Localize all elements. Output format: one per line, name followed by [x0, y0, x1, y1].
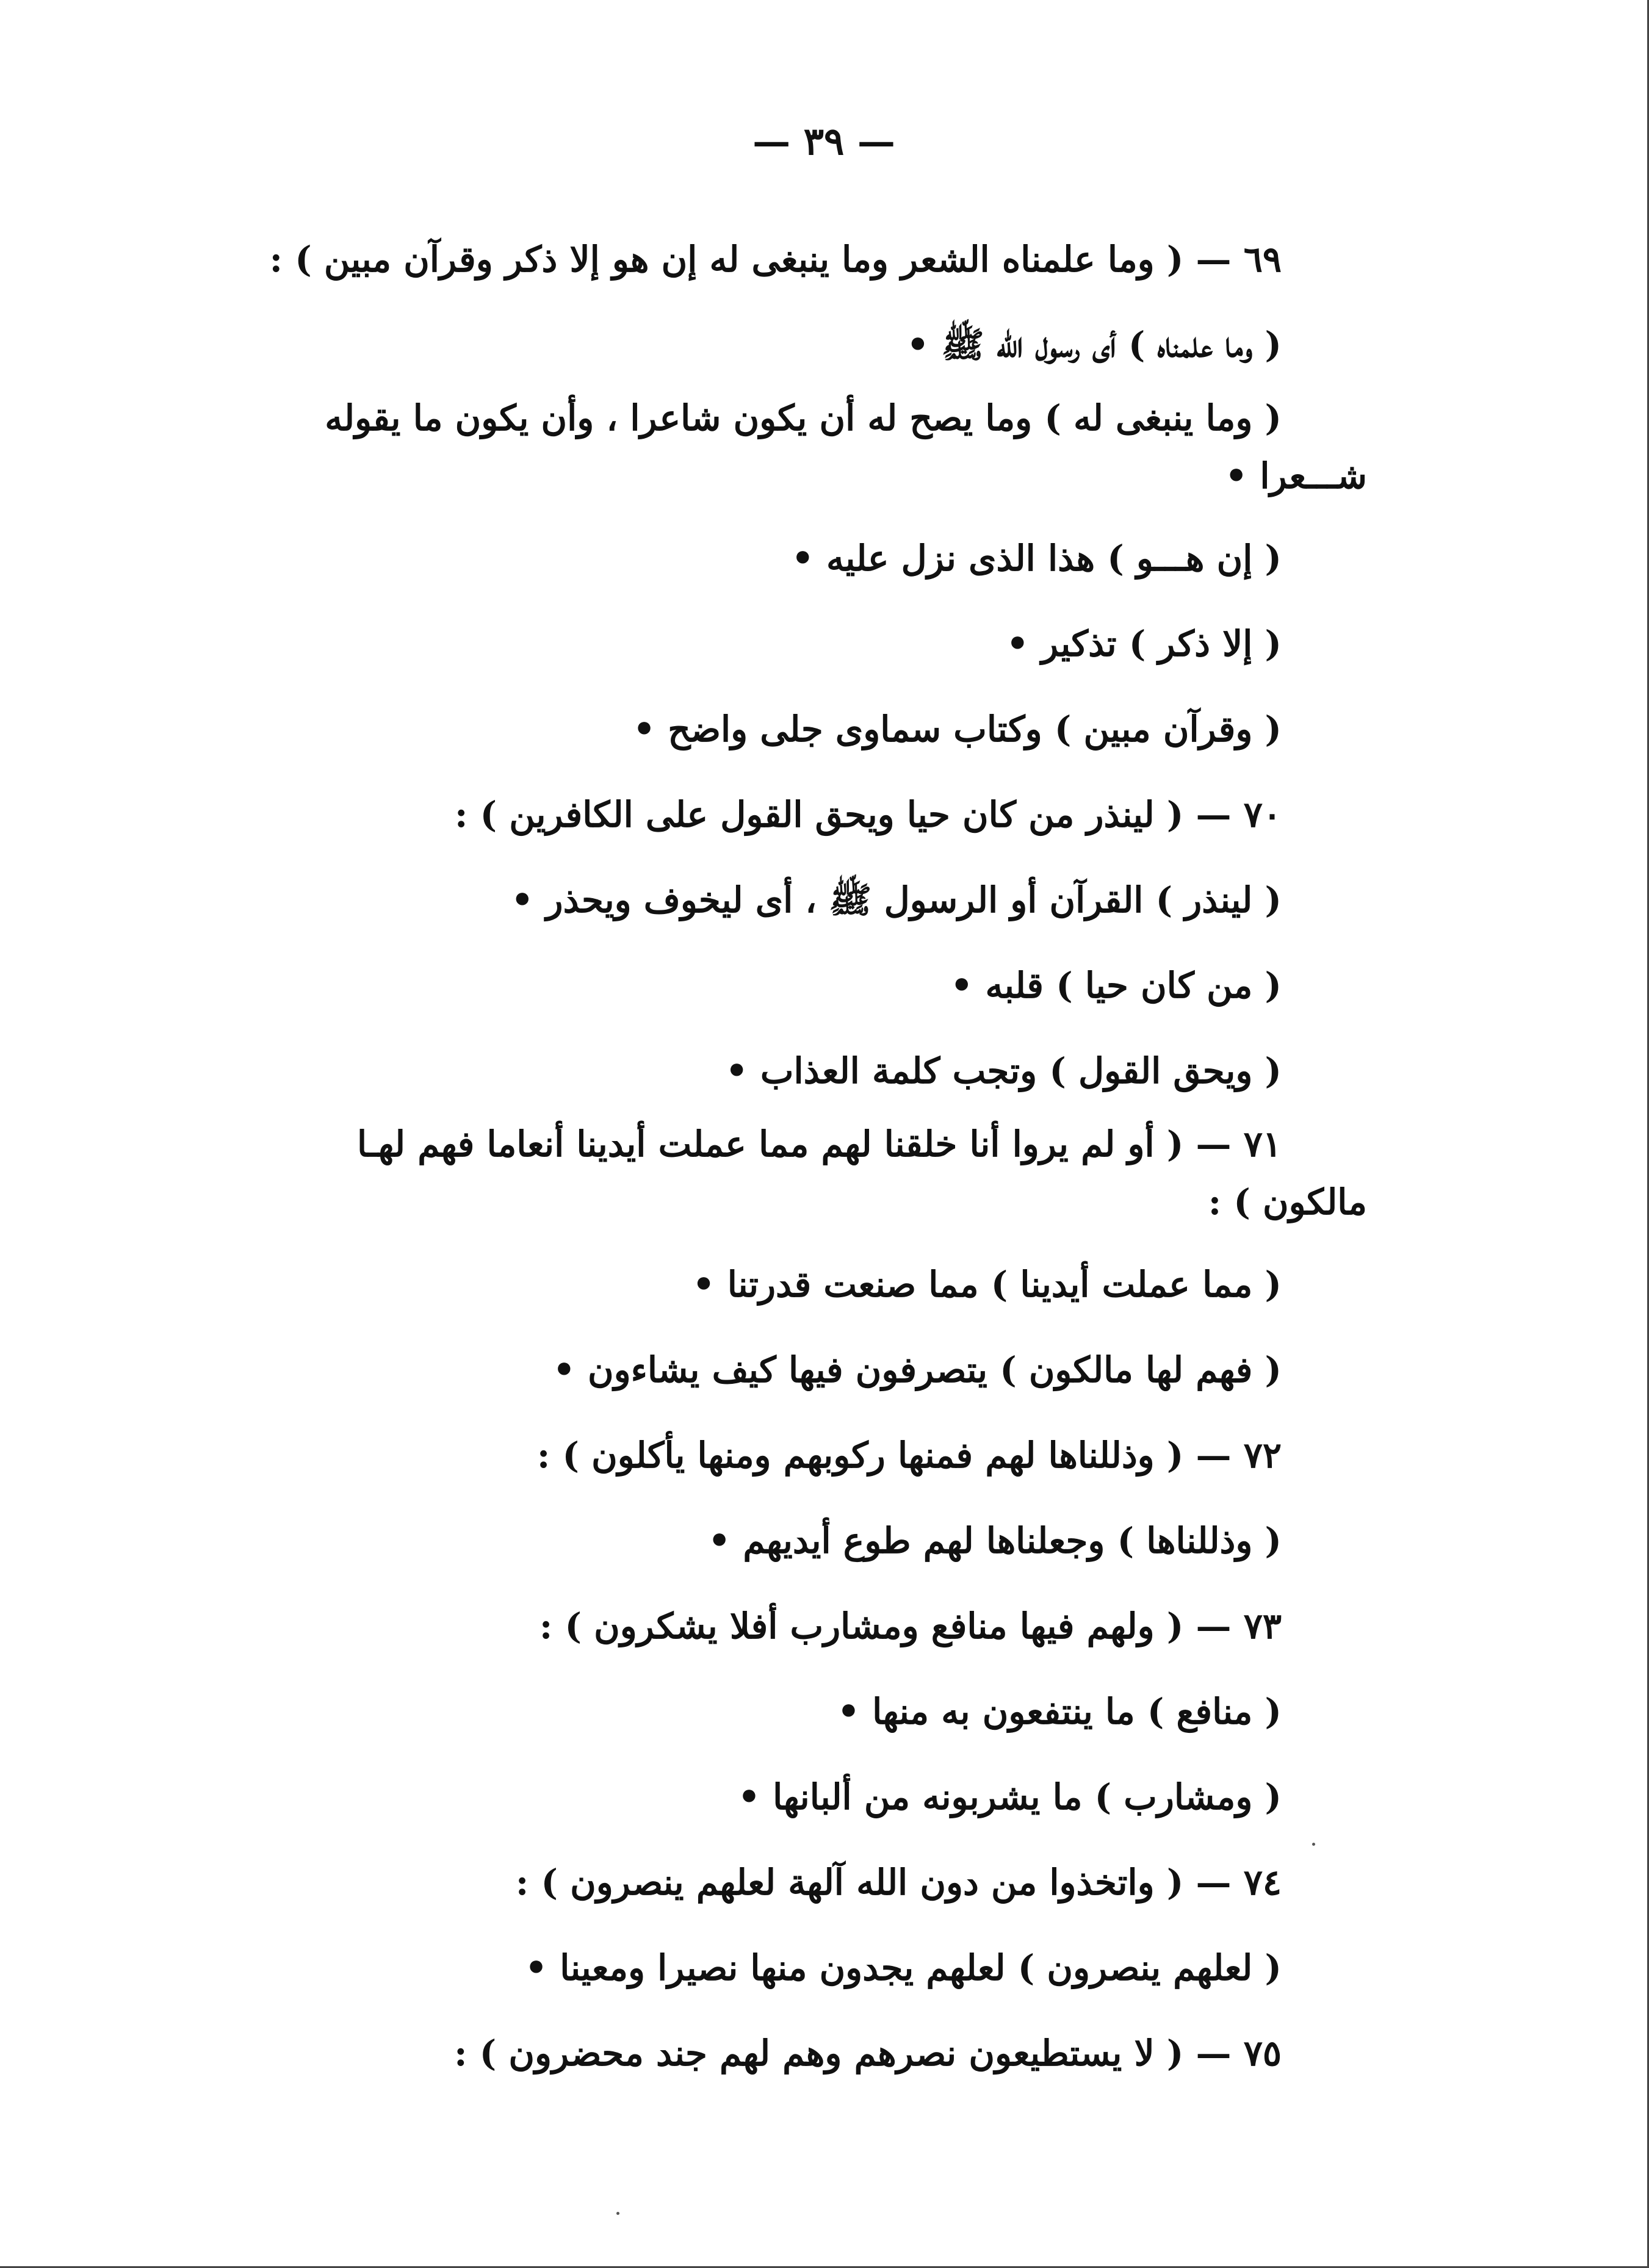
scan-speck	[616, 2212, 619, 2215]
page-number: — ٣٩ —	[752, 119, 895, 164]
gloss-line: ( ويحق القول ) وتجب كلمة العذاب •	[725, 1050, 1282, 1092]
gloss-continuation: شـــعرا •	[1225, 455, 1367, 497]
verse-73: ٧٣ — ( ولهم فيها منافع ومشارب أفلا يشكرون ) :	[539, 1605, 1282, 1647]
verse-70: ٧٠ — ( لينذر من كان حيا ويحق القول على الكافرين ) :	[454, 794, 1282, 835]
gloss-line: ( من كان حيا ) قلبه •	[950, 965, 1282, 1006]
gloss-line: ( إن هـــو ) هذا الذى نزل عليه •	[791, 538, 1282, 579]
verse-69: ٦٩ — ( وما علمناه الشعر وما ينبغى له إن هو إلا ذكر وقرآن مبين ) :	[269, 239, 1282, 280]
gloss-line: ( إلا ذكر ) تذكير •	[1006, 623, 1282, 664]
verse-75: ٧٥ — ( لا يستطيعون نصرهم وهم لهم جند محضرون ) :	[454, 2032, 1282, 2074]
gloss-line: ( ومشارب ) ما يشربونه من ألبانها •	[737, 1776, 1282, 1818]
verse-74: ٧٤ — ( واتخذوا من دون الله آلهة لعلهم ينصرون ) :	[515, 1862, 1282, 1903]
verse-71: ٧١ — ( أو لم يروا أنا خلقنا لهم مما عملت أيدينا أنعاما فهم لهـا	[357, 1123, 1282, 1165]
gloss-line: ( وذللناها ) وجعلناها لهم طوع أيديهم •	[708, 1520, 1282, 1561]
commentary-text	[269, 217, 1367, 2096]
gloss-line: ( فهم لها مالكون ) يتصرفون فيها كيف يشاءون •	[552, 1349, 1282, 1391]
gloss-line: ( وقرآن مبين ) وكتاب سماوى جلى واضح •	[633, 708, 1282, 750]
verse-continuation: مالكون ) :	[1208, 1181, 1367, 1223]
scan-speck	[1312, 1843, 1315, 1846]
gloss-line: ( وما ينبغى له ) وما يصح له أن يكون شاعرا ، وأن يكون ما يقوله	[325, 397, 1282, 439]
gloss-line: ( وما علمناه ) أى رسول الله ﷺ •	[906, 324, 1282, 365]
gloss-line: ( منافع ) ما ينتفعون به منها •	[837, 1691, 1282, 1732]
gloss-line: ( لعلهم ينصرون ) لعلهم يجدون منها نصيرا ومعينا •	[524, 1947, 1282, 1989]
verse-72: ٧٢ — ( وذللناها لهم فمنها ركوبهم ومنها يأكلون ) :	[536, 1435, 1282, 1476]
gloss-line: ( لينذر ) القرآن أو الرسول ﷺ ، أى ليخوف ويحذر •	[511, 879, 1282, 921]
gloss-line: ( مما عملت أيدينا ) مما صنعت قدرتنا •	[692, 1264, 1282, 1305]
